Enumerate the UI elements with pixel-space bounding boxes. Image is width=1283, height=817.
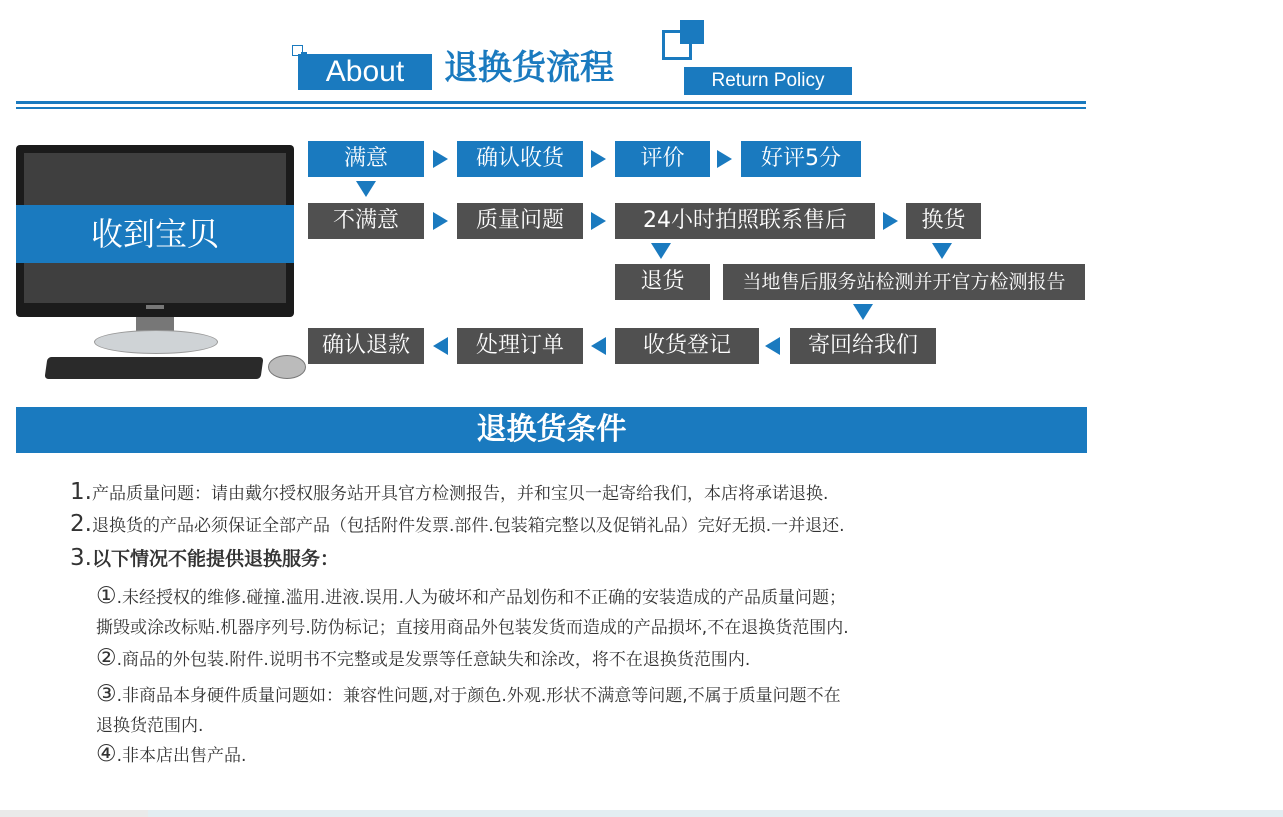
arrow-down-icon [356, 181, 376, 197]
condition-text: 退换货的产品必须保证全部产品（包括附件发票.部件.包装箱完整以及促销礼品）完好无损.一并退还. [91, 516, 845, 536]
conditions-title: 退换货条件 [16, 407, 1087, 453]
flow-send-back: 寄回给我们 [790, 328, 936, 364]
arrow-right-icon [717, 150, 732, 168]
exclusion-item-1 [96, 583, 846, 609]
condition-item-3 [70, 544, 339, 571]
return-policy-badge: Return Policy [684, 67, 852, 95]
corner-decoration-dot [301, 52, 307, 58]
arrow-down-icon [932, 243, 952, 259]
exclusion-number: ③ [96, 681, 117, 707]
received-item-label: 收到宝贝 [16, 205, 294, 263]
keyboard-illustration [44, 357, 263, 379]
monitor-stand-base [94, 330, 218, 354]
exclusion-text: .未经授权的维修.碰撞.滥用.进液.误用.人为破坏和产品划伤和不正确的安装造成的产品质量问题； [116, 588, 847, 608]
flow-inspection-report: 当地售后服务站检测并开官方检测报告 [723, 264, 1085, 300]
arrow-down-icon [853, 304, 873, 320]
arrow-down-icon [651, 243, 671, 259]
flow-exchange: 换货 [906, 203, 981, 239]
exclusion-item-3-cont: 退换货范围内. [96, 716, 204, 736]
arrow-right-icon [591, 212, 606, 230]
mouse-illustration [268, 355, 306, 379]
exclusion-item-1-cont: 撕毁或涂改标贴.机器序列号.防伪标记；直接用商品外包装发货而造成的产品损坏,不在退换货范围内. [96, 618, 849, 638]
exclusion-item-3 [96, 681, 841, 707]
flow-good-review: 好评5分 [741, 141, 861, 177]
condition-number: 1. [70, 479, 92, 505]
flow-receipt-registration: 收货登记 [615, 328, 759, 364]
flow-quality-issue: 质量问题 [457, 203, 583, 239]
monitor-logo [146, 305, 164, 309]
header-divider-thin [16, 107, 1086, 109]
page-title: 退换货流程 [444, 48, 614, 88]
arrow-right-icon [591, 150, 606, 168]
flow-satisfied: 满意 [308, 141, 424, 177]
exclusion-text: .非本店出售产品. [116, 746, 247, 766]
flow-return: 退货 [615, 264, 710, 300]
condition-text: 以下情况不能提供退换服务： [91, 548, 339, 570]
flow-confirm-receipt: 确认收货 [457, 141, 583, 177]
square-decoration-filled [680, 20, 704, 44]
exclusion-text: .非商品本身硬件质量问题如：兼容性问题,对于颜色.外观.形状不满意等问题,不属于质量问题不在 [116, 686, 841, 706]
exclusion-item-4 [96, 741, 246, 767]
footer-strip [0, 810, 1283, 817]
arrow-right-icon [883, 212, 898, 230]
flow-review: 评价 [615, 141, 710, 177]
arrow-right-icon [433, 212, 448, 230]
exclusion-text: .商品的外包装.附件.说明书不完整或是发票等任意缺失和涂改，将不在退换货范围内. [116, 650, 751, 670]
flow-unsatisfied: 不满意 [308, 203, 424, 239]
condition-item-2 [70, 511, 845, 537]
exclusion-number: ② [96, 645, 117, 671]
flow-confirm-refund: 确认退款 [308, 328, 424, 364]
flow-process-order: 处理订单 [457, 328, 583, 364]
exclusion-number: ④ [96, 741, 117, 767]
arrow-left-icon [433, 337, 448, 355]
flow-contact-aftersales: 24小时拍照联系售后 [615, 203, 875, 239]
exclusion-item-2 [96, 645, 750, 671]
condition-number: 3. [70, 545, 92, 571]
footer-strip-left [0, 810, 148, 817]
arrow-left-icon [765, 337, 780, 355]
arrow-left-icon [591, 337, 606, 355]
exclusion-number: ① [96, 583, 117, 609]
header-divider [16, 101, 1086, 104]
condition-item-1 [70, 479, 828, 505]
condition-number: 2. [70, 511, 92, 537]
arrow-right-icon [433, 150, 448, 168]
condition-text: 产品质量问题：请由戴尔授权服务站开具官方检测报告，并和宝贝一起寄给我们，本店将承诺退换. [91, 484, 829, 504]
about-badge: About [298, 54, 432, 90]
